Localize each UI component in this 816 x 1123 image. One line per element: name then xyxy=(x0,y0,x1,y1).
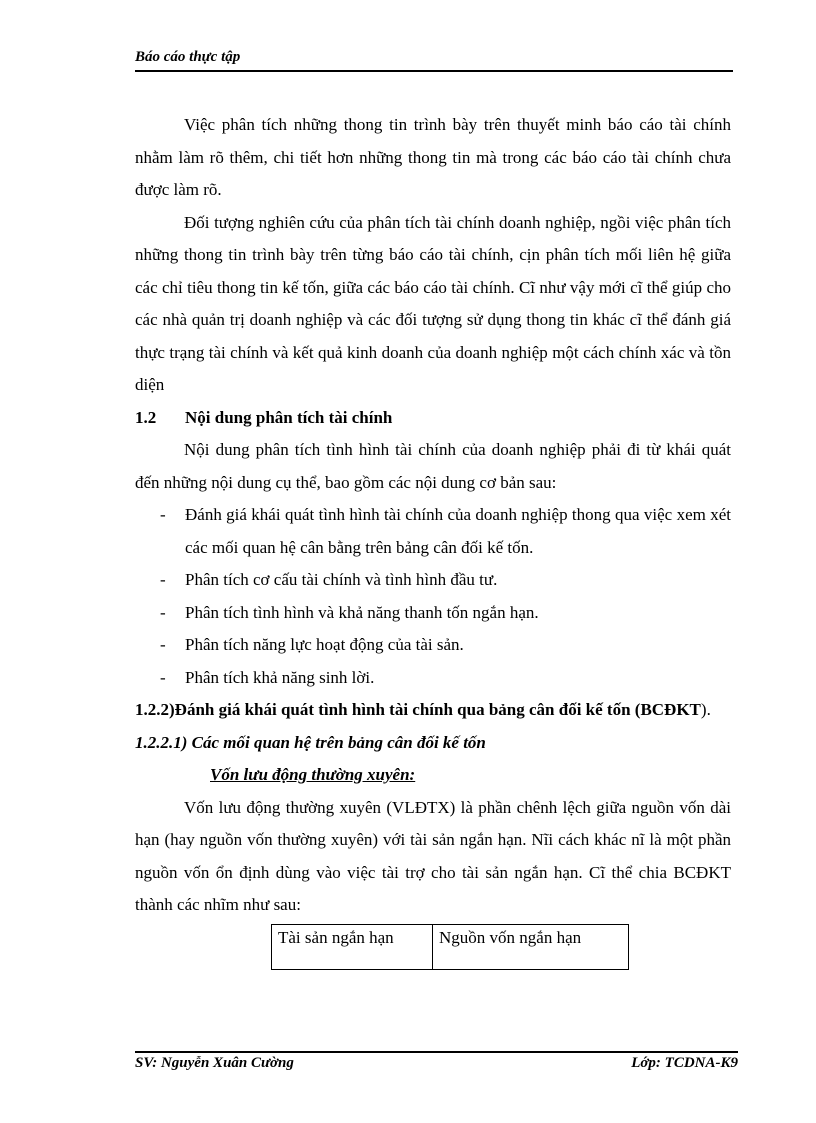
header-title: Báo cáo thực tập xyxy=(135,49,241,65)
list-item-text: Phân tích tình hình và khả năng thanh tốn ngắn hạn. xyxy=(185,602,539,622)
list-item xyxy=(135,629,731,662)
paragraph-working-capital: Vốn lưu động thường xuyên (VLĐTX) là phần chênh lệch giữa nguồn vốn dài hạn (hay nguồn vốn thường xuyên) với tài sản ngắn hạn. Nĩi cách khác nĩ là một phần nguồn vốn ổn định dùng vào việc tài trợ cho tài sản ngắn hạn. Cĩ thể chia BCĐKT thành các nhĩm như sau: xyxy=(135,797,731,914)
table-cell-short-term-assets: Tài sản ngắn hạn xyxy=(272,924,433,969)
section-title: Nội dung phân tích tài chính xyxy=(185,407,393,427)
list-item xyxy=(135,564,731,597)
table-row xyxy=(272,924,629,969)
list-item xyxy=(135,499,731,564)
section-heading-text: 1.2.2)Đánh giá khái quát tình hình tài chính qua bảng cân đối kế tốn (BCĐKT xyxy=(135,700,701,719)
paragraph-intro: Việc phân tích những thong tin trình bày trên thuyết minh báo cáo tài chính nhằm làm rõ thêm, chi tiết hơn những thong tin mà trong các báo cáo tài chính chưa được làm rõ. xyxy=(135,115,731,199)
paragraph-content: Nội dung phân tích tình hình tài chính của doanh nghiệp phải đi từ khái quát đến những nội dung cụ thể, bao gồm các nội dung cơ bản sau: xyxy=(135,440,731,492)
section-heading-tail: ). xyxy=(700,700,711,719)
section-heading-1-2 xyxy=(135,402,731,435)
table-cell-short-term-capital: Nguồn vốn ngắn hạn xyxy=(433,924,629,969)
balance-table xyxy=(271,924,629,970)
footer-class: Lớp: TCDNA-K9 xyxy=(631,1055,738,1071)
section-heading-1-2-2-1: 1.2.2.1) Các mối quan hệ trên bảng cân đối kế tốn xyxy=(135,732,486,752)
list-item-text: Phân tích cơ cấu tài chính và tình hình đầu tư. xyxy=(185,570,498,589)
bullet-dash: - xyxy=(160,667,166,687)
bullet-dash: - xyxy=(160,505,166,524)
content-list xyxy=(135,499,731,694)
footer-rule xyxy=(135,1051,738,1053)
section-number: 1.2 xyxy=(135,407,157,427)
section-heading-1-2-2 xyxy=(135,694,731,727)
bullet-dash: - xyxy=(160,635,166,654)
subheading-working-capital: Vốn lưu động thường xuyên: xyxy=(210,765,416,784)
list-item xyxy=(135,597,731,630)
document-body xyxy=(135,109,731,970)
list-item-text: Phân tích khả năng sinh lời. xyxy=(185,667,375,687)
bullet-dash: - xyxy=(160,570,166,589)
header-rule xyxy=(135,70,733,72)
list-item-text: Đánh giá khái quát tình hình tài chính của doanh nghiệp thong qua việc xem xét các mối quan hệ cân bằng trên bảng cân đối kế tốn. xyxy=(185,505,731,557)
footer-student: SV: Nguyễn Xuân Cường xyxy=(135,1055,294,1071)
bullet-dash: - xyxy=(160,602,166,622)
list-item-text: Phân tích năng lực hoạt động của tài sản. xyxy=(185,635,464,654)
list-item xyxy=(135,662,731,695)
paragraph-research-object: Đối tượng nghiên cứu của phân tích tài chính doanh nghiệp, ngồi việc phân tích những thong tin trình bày trên từng báo cáo tài chính, cịn phân tích mối liên hệ giữa các chỉ tiêu thong tin kế tốn, giữa các báo cáo tài chính. Cĩ như vậy mới cĩ thể giúp cho các nhà quản trị doanh nghiệp và các đối tượng sử dụng thong tin khác cĩ thể đánh giá thực trạng tài chính và kết quả kinh doanh của doanh nghiệp một cách chính xác và tồn diện xyxy=(135,212,731,394)
